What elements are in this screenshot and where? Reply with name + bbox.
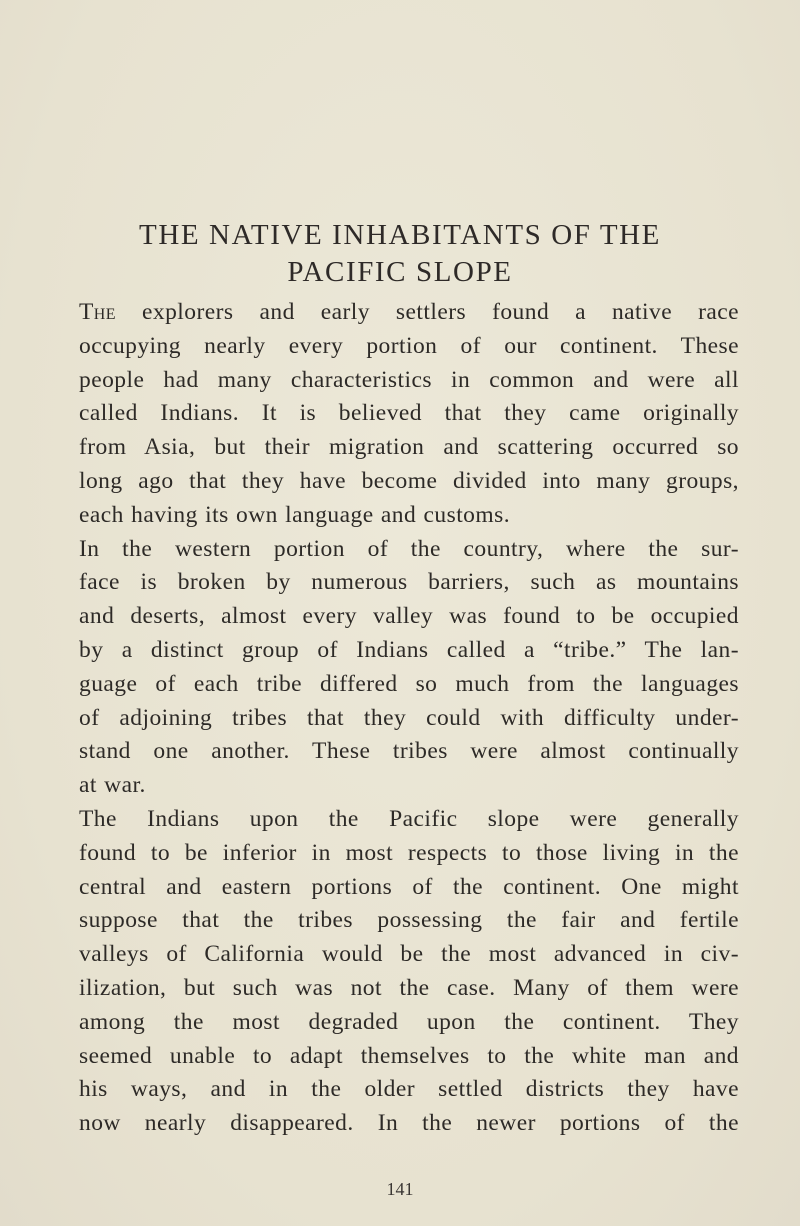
chapter-title bbox=[40, 217, 760, 291]
text-line: and deserts, almost every valley was found to be occupied bbox=[79, 603, 739, 630]
text-line: each having its own language and customs. bbox=[79, 501, 511, 528]
lead-word: The bbox=[79, 299, 117, 325]
body-text bbox=[79, 296, 739, 1141]
text-line: guage of each tribe differed so much from the languages bbox=[79, 670, 739, 697]
paragraph-2 bbox=[79, 533, 739, 803]
page-number: 141 bbox=[386, 1179, 414, 1199]
text-line: suppose that the tribes possessing the fair and fertile bbox=[79, 907, 739, 934]
text-line: people had many characteristics in common and were all bbox=[79, 366, 739, 393]
text-line: stand one another. These tribes were almost continually bbox=[79, 738, 739, 765]
text-line: of adjoining tribes that they could with difficulty under- bbox=[79, 704, 739, 731]
chapter-title-line-2: PACIFIC SLOPE bbox=[287, 256, 513, 288]
text-line: occupying nearly every portion of our continent. These bbox=[79, 332, 739, 359]
text-line: at war. bbox=[79, 772, 146, 799]
text-line: from Asia, but their migration and scattering occurred so bbox=[79, 434, 739, 461]
text-line: valleys of California would be the most advanced in civ- bbox=[79, 941, 739, 968]
text-line: by a distinct group of Indians called a “tribe.” The lan- bbox=[79, 636, 739, 663]
text-line: among the most degraded upon the continent. They bbox=[79, 1008, 739, 1035]
text-line: called Indians. It is believed that they came originally bbox=[79, 400, 739, 427]
text-line: seemed unable to adapt themselves to the white man and bbox=[79, 1042, 739, 1069]
text-line: face is broken by numerous barriers, such as mountains bbox=[79, 569, 739, 596]
text-line: The Indians upon the Pacific slope were generally bbox=[79, 805, 739, 832]
chapter-title-line-1: THE NATIVE INHABITANTS OF THE bbox=[139, 219, 661, 251]
text-line: central and eastern portions of the continent. One might bbox=[79, 873, 739, 900]
paragraph-3 bbox=[79, 803, 739, 1141]
text-line: found to be inferior in most respects to those living in the bbox=[79, 839, 739, 866]
paragraph-1 bbox=[79, 296, 739, 533]
text-line: now nearly disappeared. In the newer portions of the bbox=[79, 1110, 739, 1137]
text-line: long ago that they have become divided into many groups, bbox=[79, 467, 739, 494]
text-line: ilization, but such was not the case. Many of them were bbox=[79, 974, 739, 1001]
text-line: his ways, and in the older settled districts they have bbox=[79, 1076, 739, 1103]
text-line: The explorers and early settlers found a native race bbox=[79, 299, 739, 325]
text-line: In the western portion of the country, where the sur- bbox=[79, 535, 739, 562]
